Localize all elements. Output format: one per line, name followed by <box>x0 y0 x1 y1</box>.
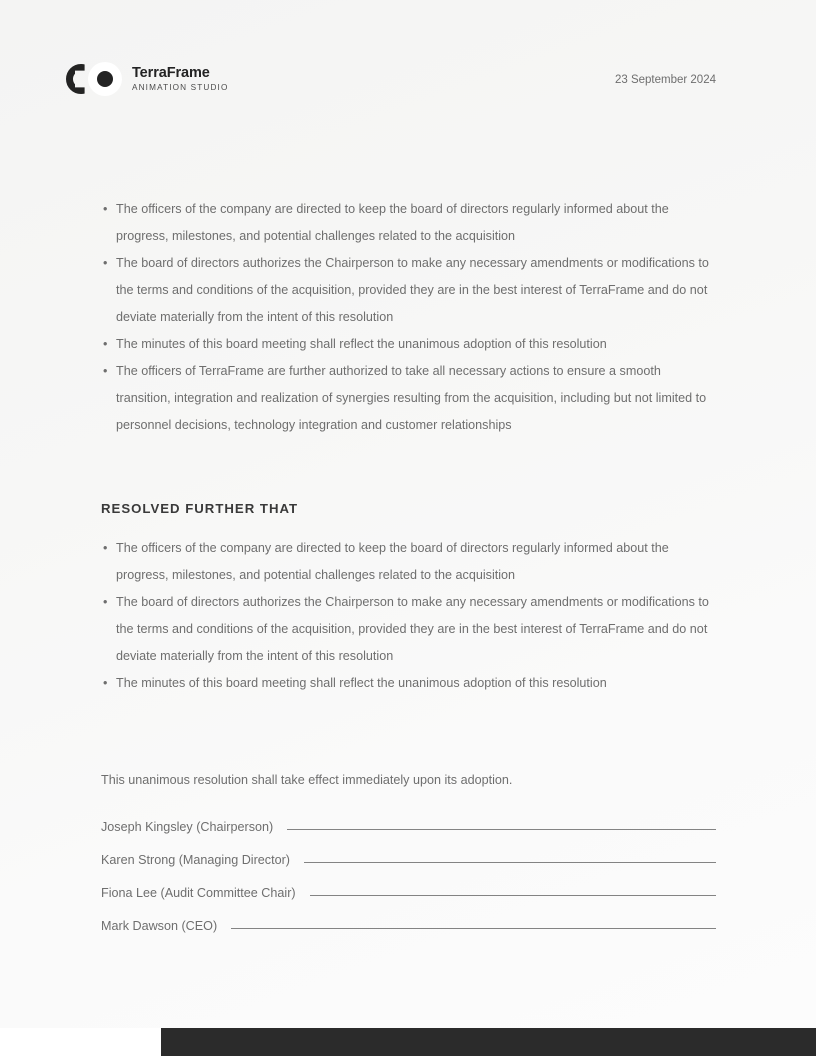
list-item: • The board of directors authorizes the Chairperson to make any necessary amendments or modifications to the terms and conditions of the acquisition, provided they are in the best interest of TerraFrame and do not deviate materially from the intent of this resolution <box>101 589 716 670</box>
signature-row <box>101 869 716 902</box>
signature-label: Karen Strong (Managing Director) <box>101 853 290 867</box>
signature-label: Joseph Kingsley (Chairperson) <box>101 820 274 834</box>
section-spacer <box>101 439 716 501</box>
list-item: • The officers of TerraFrame are further authorized to take all necessary actions to ensure a smooth transition, integration and realization of synergies resulting from the acquisition, including but not limited to personnel decisions, technology integration and customer relationships <box>101 358 716 439</box>
list-item: • The officers of the company are directed to keep the board of directors regularly informed about the progress, milestones, and potential challenges related to the acquisition <box>101 196 716 250</box>
resolution-list-secondary <box>101 535 716 697</box>
signature-label: Fiona Lee (Audit Committee Chair) <box>101 886 296 900</box>
signature-line[interactable] <box>304 862 716 863</box>
terraframe-logo-icon <box>66 62 120 96</box>
footer-left-spacer <box>0 1028 161 1056</box>
footer-bar <box>161 1028 816 1056</box>
signature-line[interactable] <box>287 829 716 830</box>
list-item: • The minutes of this board meeting shall reflect the unanimous adoption of this resolution <box>101 670 716 697</box>
list-item: • The minutes of this board meeting shall reflect the unanimous adoption of this resolution <box>101 331 716 358</box>
section-heading: RESOLVED FURTHER THAT <box>101 501 299 516</box>
list-item: • The officers of the company are directed to keep the board of directors regularly informed about the progress, milestones, and potential challenges related to the acquisition <box>101 535 716 589</box>
brand-text <box>132 66 228 93</box>
list-item: • The board of directors authorizes the Chairperson to make any necessary amendments or modifications to the terms and conditions of the acquisition, provided they are in the best interest of TerraFrame and do not deviate materially from the intent of this resolution <box>101 250 716 331</box>
resolution-list-primary <box>101 196 716 439</box>
signature-label: Mark Dawson (CEO) <box>101 919 218 933</box>
signature-row <box>101 836 716 869</box>
brand-lockup <box>66 62 228 96</box>
signature-line[interactable] <box>310 895 716 896</box>
closing-statement: This unanimous resolution shall take effect immediately upon its adoption. <box>101 773 513 787</box>
signature-block <box>101 803 716 935</box>
logo-dot-shape <box>97 71 113 87</box>
signature-row <box>101 902 716 935</box>
brand-tagline: ANIMATION STUDIO <box>132 83 229 93</box>
brand-name: TerraFrame <box>132 64 210 81</box>
heading-spacer <box>101 516 716 535</box>
document-header <box>0 62 816 112</box>
signature-line[interactable] <box>231 928 716 929</box>
document-body <box>101 196 716 697</box>
signature-row <box>101 803 716 836</box>
document-date: 23 September 2024 <box>614 74 716 86</box>
